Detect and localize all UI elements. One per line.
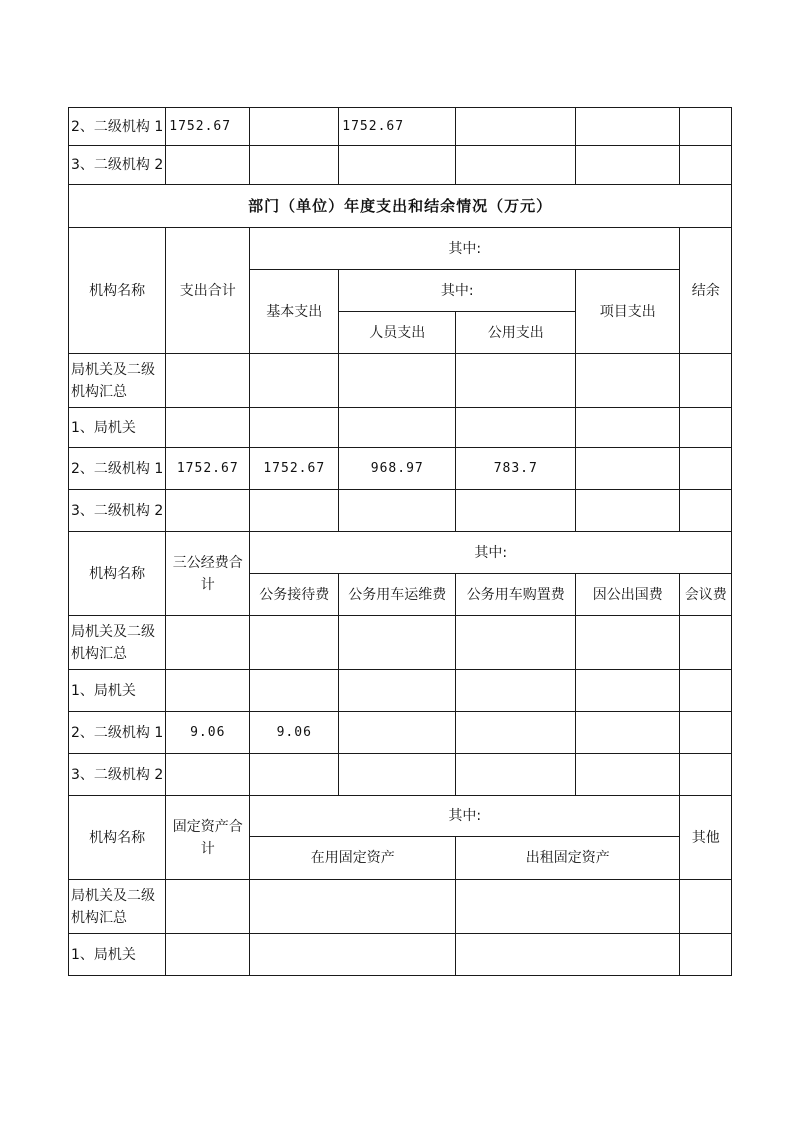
- table-cell: 9.06: [250, 712, 339, 754]
- table-cell: [576, 712, 680, 754]
- table-cell: [576, 146, 680, 185]
- table-row: [69, 670, 732, 712]
- table-cell: [166, 934, 250, 976]
- col-header-vehicle-op: 公务用车运维费: [339, 574, 456, 616]
- table-cell: [456, 616, 576, 670]
- col-header-org: 机构名称: [69, 532, 166, 616]
- table-cell: 1752.67: [339, 108, 456, 146]
- col-header-of-which: 其中:: [250, 532, 732, 574]
- table-cell: [339, 490, 456, 532]
- table-row: [69, 146, 732, 185]
- table-cell: [166, 616, 250, 670]
- table-row: [69, 616, 732, 670]
- col-header-personnel: 人员支出: [339, 312, 456, 354]
- table-cell: [250, 490, 339, 532]
- table-cell: [166, 354, 250, 408]
- table-cell: [250, 754, 339, 796]
- col-header-total: 支出合计: [166, 228, 250, 354]
- table-cell: [250, 108, 339, 146]
- org-name: 3、二级机构 2: [69, 146, 166, 185]
- org-name: 局机关及二级机构汇总: [69, 880, 166, 934]
- table-cell: [250, 146, 339, 185]
- table-cell: [456, 408, 576, 448]
- table-row: [69, 712, 732, 754]
- table-cell: 1752.67: [166, 448, 250, 490]
- table-row: [69, 934, 732, 976]
- col-header-of-which: 其中:: [250, 796, 680, 837]
- org-name: 3、二级机构 2: [69, 754, 166, 796]
- col-header-basic: 基本支出: [250, 270, 339, 354]
- table-cell: [456, 108, 576, 146]
- table-cell: [680, 934, 732, 976]
- col-header-of-which: 其中:: [250, 228, 680, 270]
- org-name: 3、二级机构 2: [69, 490, 166, 532]
- table-row: [69, 108, 732, 146]
- table-cell: 1752.67: [250, 448, 339, 490]
- table-cell: [250, 616, 339, 670]
- table-cell: [456, 934, 680, 976]
- org-name: 1、局机关: [69, 934, 166, 976]
- table-cell: [680, 354, 732, 408]
- table-cell: [576, 448, 680, 490]
- table-cell: [456, 490, 576, 532]
- header-row: [69, 796, 732, 837]
- table-cell: [456, 754, 576, 796]
- col-header-total: 三公经费合计: [166, 532, 250, 616]
- col-header-project: 项目支出: [576, 270, 680, 354]
- table-cell: [680, 670, 732, 712]
- table-cell: [166, 146, 250, 185]
- table-cell: [680, 146, 732, 185]
- table-row: [69, 754, 732, 796]
- org-name: 局机关及二级机构汇总: [69, 354, 166, 408]
- table-row: [69, 448, 732, 490]
- table-row: [69, 490, 732, 532]
- col-header-public: 公用支出: [456, 312, 576, 354]
- org-name: 2、二级机构 1: [69, 108, 166, 146]
- table-row: [69, 408, 732, 448]
- table-cell: [166, 754, 250, 796]
- table-row: [69, 354, 732, 408]
- table-cell: [166, 880, 250, 934]
- table-cell: [166, 490, 250, 532]
- org-name: 2、二级机构 1: [69, 448, 166, 490]
- org-name: 1、局机关: [69, 670, 166, 712]
- table-cell: [680, 754, 732, 796]
- org-name: 局机关及二级机构汇总: [69, 616, 166, 670]
- table-cell: [339, 408, 456, 448]
- org-name: 1、局机关: [69, 408, 166, 448]
- table-cell: [576, 354, 680, 408]
- table-cell: 9.06: [166, 712, 250, 754]
- col-header-vehicle-buy: 公务用车购置费: [456, 574, 576, 616]
- table-cell: [680, 616, 732, 670]
- col-header-org: 机构名称: [69, 796, 166, 880]
- table-cell: 968.97: [339, 448, 456, 490]
- table-cell: [456, 146, 576, 185]
- report-table: [68, 107, 732, 976]
- table-cell: [680, 880, 732, 934]
- table-cell: [576, 670, 680, 712]
- section-title-row: [69, 185, 732, 228]
- table-cell: [576, 490, 680, 532]
- table-cell: [680, 448, 732, 490]
- table-cell: [680, 108, 732, 146]
- table-cell: [339, 146, 456, 185]
- col-header-meeting: 会议费: [680, 574, 732, 616]
- table-cell: 783.7: [456, 448, 576, 490]
- table-cell: [166, 408, 250, 448]
- col-header-balance: 结余: [680, 228, 732, 354]
- table-cell: [339, 712, 456, 754]
- table-cell: [576, 408, 680, 448]
- table-cell: [250, 934, 456, 976]
- table-cell: [339, 354, 456, 408]
- table-cell: [680, 490, 732, 532]
- table-cell: [456, 670, 576, 712]
- col-header-of-which-2: 其中:: [339, 270, 576, 312]
- table-cell: [456, 712, 576, 754]
- table-cell: [680, 408, 732, 448]
- table-cell: [680, 712, 732, 754]
- col-header-org: 机构名称: [69, 228, 166, 354]
- section-title: 部门（单位）年度支出和结余情况（万元）: [69, 185, 732, 228]
- col-header-reception: 公务接待费: [250, 574, 339, 616]
- table-cell: [339, 754, 456, 796]
- col-header-other: 其他: [680, 796, 732, 880]
- table-cell: [576, 616, 680, 670]
- table-cell: [250, 354, 339, 408]
- header-row: [69, 228, 732, 270]
- table-cell: [339, 670, 456, 712]
- table-cell: [456, 880, 680, 934]
- header-row: [69, 532, 732, 574]
- table-cell: [250, 670, 339, 712]
- table-row: [69, 880, 732, 934]
- table-cell: [576, 754, 680, 796]
- table-cell: [456, 354, 576, 408]
- table-cell: [576, 108, 680, 146]
- col-header-total: 固定资产合计: [166, 796, 250, 880]
- table-cell: [166, 670, 250, 712]
- col-header-leased: 出租固定资产: [456, 837, 680, 880]
- table-cell: [250, 408, 339, 448]
- table-cell: 1752.67: [166, 108, 250, 146]
- org-name: 2、二级机构 1: [69, 712, 166, 754]
- table-cell: [339, 616, 456, 670]
- col-header-in-use: 在用固定资产: [250, 837, 456, 880]
- col-header-abroad: 因公出国费: [576, 574, 680, 616]
- table-cell: [250, 880, 456, 934]
